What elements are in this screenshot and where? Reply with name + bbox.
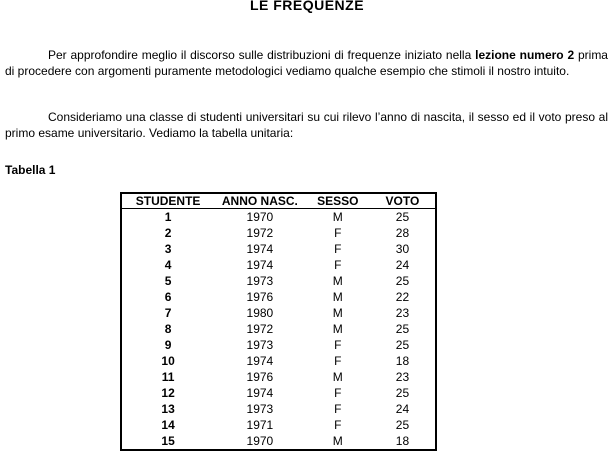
cell-voto: 30 (395, 242, 410, 256)
cell-sesso: M (332, 434, 343, 448)
cell-anno-nascita: 1972 (246, 322, 274, 336)
table-row (121, 241, 436, 257)
cell-anno-nascita: 1974 (246, 242, 274, 256)
cell-sesso: M (332, 370, 343, 384)
cell-voto: 22 (395, 290, 410, 304)
cell-studente: 9 (164, 338, 172, 352)
cell-voto: 25 (395, 418, 410, 432)
table-row (121, 305, 436, 321)
header-voto: VOTO (370, 193, 436, 209)
students-table (120, 192, 437, 451)
cell-sesso: F (334, 226, 342, 240)
cell-studente: 7 (164, 306, 172, 320)
cell-voto: 25 (395, 210, 410, 224)
table-row (121, 289, 436, 305)
context-paragraph: Consideriamo una classe di studenti universitari su cui rilevo l’anno di nascita, il sesso ed il voto preso al primo esame universitario. Vediamo la tabella unitaria: (5, 110, 608, 140)
cell-anno-nascita: 1971 (246, 418, 274, 432)
intro-text-start: Per approfondire meglio il discorso sulle distribuzioni di frequenze iniziato nella (48, 48, 476, 62)
cell-voto: 18 (395, 354, 410, 368)
cell-voto: 25 (395, 274, 410, 288)
table-row (121, 321, 436, 337)
header-studente: STUDENTE (121, 193, 214, 209)
header-sesso: SESSO (306, 193, 370, 209)
cell-voto: 25 (395, 322, 410, 336)
table-row (121, 273, 436, 289)
table-row (121, 353, 436, 369)
cell-sesso: F (334, 258, 342, 272)
cell-studente: 13 (161, 402, 175, 416)
table-row (121, 257, 436, 273)
cell-anno-nascita: 1973 (246, 338, 274, 352)
cell-voto: 28 (395, 226, 410, 240)
cell-sesso: F (334, 338, 342, 352)
cell-studente: 3 (164, 242, 172, 256)
cell-studente: 2 (164, 226, 172, 240)
table-caption: Tabella 1 (5, 163, 56, 177)
table-row (121, 209, 436, 226)
table-body (121, 209, 436, 451)
cell-voto: 25 (395, 386, 410, 400)
cell-anno-nascita: 1973 (246, 274, 274, 288)
cell-studente: 1 (164, 210, 172, 224)
cell-studente: 6 (164, 290, 172, 304)
cell-sesso: F (334, 402, 342, 416)
cell-studente: 5 (164, 274, 172, 288)
cell-anno-nascita: 1980 (246, 306, 274, 320)
cell-anno-nascita: 1970 (246, 210, 274, 224)
cell-sesso: F (334, 242, 342, 256)
cell-voto: 24 (395, 402, 410, 416)
table-row (121, 433, 436, 450)
cell-sesso: M (332, 210, 343, 224)
cell-studente: 10 (161, 354, 175, 368)
cell-sesso: F (334, 386, 342, 400)
cell-voto: 23 (395, 306, 410, 320)
table-row (121, 369, 436, 385)
cell-anno-nascita: 1974 (246, 354, 274, 368)
cell-anno-nascita: 1970 (246, 434, 274, 448)
cell-voto: 23 (395, 370, 410, 384)
cell-anno-nascita: 1974 (246, 386, 274, 400)
cell-anno-nascita: 1974 (246, 258, 274, 272)
cell-anno-nascita: 1972 (246, 226, 274, 240)
intro-paragraph (5, 47, 608, 79)
cell-studente: 14 (161, 418, 175, 432)
table-header-row (121, 193, 436, 209)
cell-studente: 8 (164, 322, 172, 336)
cell-voto: 18 (395, 434, 410, 448)
cell-anno-nascita: 1973 (246, 402, 274, 416)
table-row (121, 401, 436, 417)
cell-studente: 4 (164, 258, 172, 272)
table-row (121, 417, 436, 433)
cell-sesso: M (332, 274, 343, 288)
cell-voto: 24 (395, 258, 410, 272)
intro-text-end: prima di procedere con argomenti puramente metodologici vediamo qualche esempio che stimoli il nostro intuito. (5, 48, 608, 78)
cell-studente: 15 (161, 434, 175, 448)
lesson-reference: lezione numero 2 (475, 48, 575, 62)
cell-anno-nascita: 1976 (246, 370, 274, 384)
cell-studente: 12 (161, 386, 175, 400)
header-anno-nascita: ANNO NASC. (214, 193, 305, 209)
cell-studente: 11 (161, 370, 175, 384)
cell-sesso: M (332, 290, 343, 304)
cell-sesso: F (334, 354, 342, 368)
table-row (121, 337, 436, 353)
cell-sesso: M (332, 322, 343, 336)
table-row (121, 225, 436, 241)
cell-sesso: F (334, 418, 342, 432)
cell-sesso: M (332, 306, 343, 320)
cell-voto: 25 (395, 338, 410, 352)
cell-anno-nascita: 1976 (246, 290, 274, 304)
table-row (121, 385, 436, 401)
page-title: LE FREQUENZE (249, 0, 365, 13)
